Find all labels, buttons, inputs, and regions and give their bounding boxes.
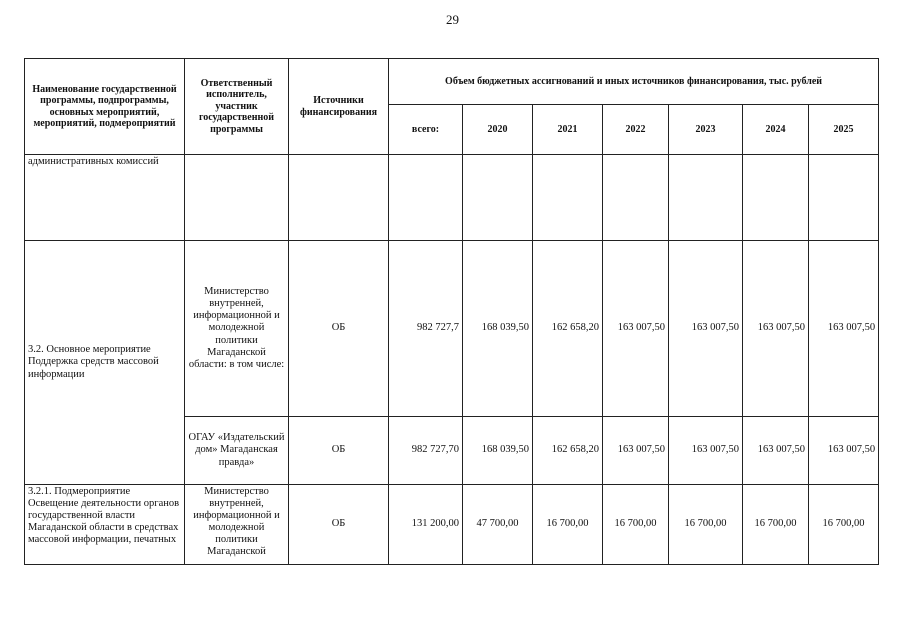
- header-year-2020: 2020: [463, 105, 533, 155]
- row-value: [533, 155, 603, 241]
- row-value: 16 700,00: [533, 485, 603, 565]
- row-value: 162 658,20: [533, 241, 603, 417]
- row-responsible: Министерство внутренней, информационной и молодежной политики Магаданской области: в том числе:: [185, 241, 289, 417]
- row-value: 982 727,70: [389, 417, 463, 485]
- row-value: 163 007,50: [669, 241, 743, 417]
- header-row-1: [25, 59, 879, 105]
- row-responsible: ОГАУ «Издательский дом» Магаданская правда»: [185, 417, 289, 485]
- row-value: 47 700,00: [463, 485, 533, 565]
- budget-table-wrapper: [24, 58, 879, 565]
- row-source: ОБ: [289, 241, 389, 417]
- table-row: [25, 241, 879, 417]
- row-value: 168 039,50: [463, 417, 533, 485]
- row-value: 163 007,50: [603, 241, 669, 417]
- row-value: [743, 155, 809, 241]
- row-value: 16 700,00: [669, 485, 743, 565]
- header-year-total: всего:: [389, 105, 463, 155]
- row-value: 16 700,00: [809, 485, 879, 565]
- row-responsible: Министерство внутренней, информационной и молодежной политики Магаданской: [185, 485, 289, 565]
- row-value: 131 200,00: [389, 485, 463, 565]
- header-year-2022: 2022: [603, 105, 669, 155]
- row-source: ОБ: [289, 485, 389, 565]
- row-value: 163 007,50: [809, 417, 879, 485]
- row-name: 3.2. Основное мероприятие Поддержка средств массовой информации: [25, 241, 185, 485]
- page-number: 29: [446, 12, 459, 27]
- row-value: 163 007,50: [603, 417, 669, 485]
- table-row: [25, 485, 879, 565]
- row-value: 163 007,50: [809, 241, 879, 417]
- row-value: [603, 155, 669, 241]
- row-name: административных комиссий: [25, 155, 185, 241]
- row-source: ОБ: [289, 417, 389, 485]
- row-value: 982 727,7: [389, 241, 463, 417]
- row-value: 168 039,50: [463, 241, 533, 417]
- row-value: [809, 155, 879, 241]
- row-value: [463, 155, 533, 241]
- row-source: [289, 155, 389, 241]
- row-value: 163 007,50: [743, 241, 809, 417]
- header-col-volume: Объем бюджетных ассигнований и иных источников финансирования, тыс. рублей: [389, 59, 879, 105]
- header-year-2021: 2021: [533, 105, 603, 155]
- budget-table: [24, 58, 879, 565]
- row-value: 163 007,50: [669, 417, 743, 485]
- header-col-name: Наименование государственной программы, подпрограммы, основных мероприятий, мероприятий, подмероприятий: [25, 59, 185, 155]
- table-row: [25, 155, 879, 241]
- row-value: [389, 155, 463, 241]
- header-col-responsible: Ответственный исполнитель, участник государственной программы: [185, 59, 289, 155]
- header-year-2024: 2024: [743, 105, 809, 155]
- row-responsible: [185, 155, 289, 241]
- row-value: 16 700,00: [743, 485, 809, 565]
- row-value: [669, 155, 743, 241]
- header-year-2023: 2023: [669, 105, 743, 155]
- row-name: 3.2.1. Подмероприятие Освещение деятельности органов государственной власти Магаданской области в средствах массовой информации, печатных: [25, 485, 185, 565]
- header-col-sources: Источники финансирования: [289, 59, 389, 155]
- row-value: 16 700,00: [603, 485, 669, 565]
- row-value: 162 658,20: [533, 417, 603, 485]
- header-year-2025: 2025: [809, 105, 879, 155]
- row-value: 163 007,50: [743, 417, 809, 485]
